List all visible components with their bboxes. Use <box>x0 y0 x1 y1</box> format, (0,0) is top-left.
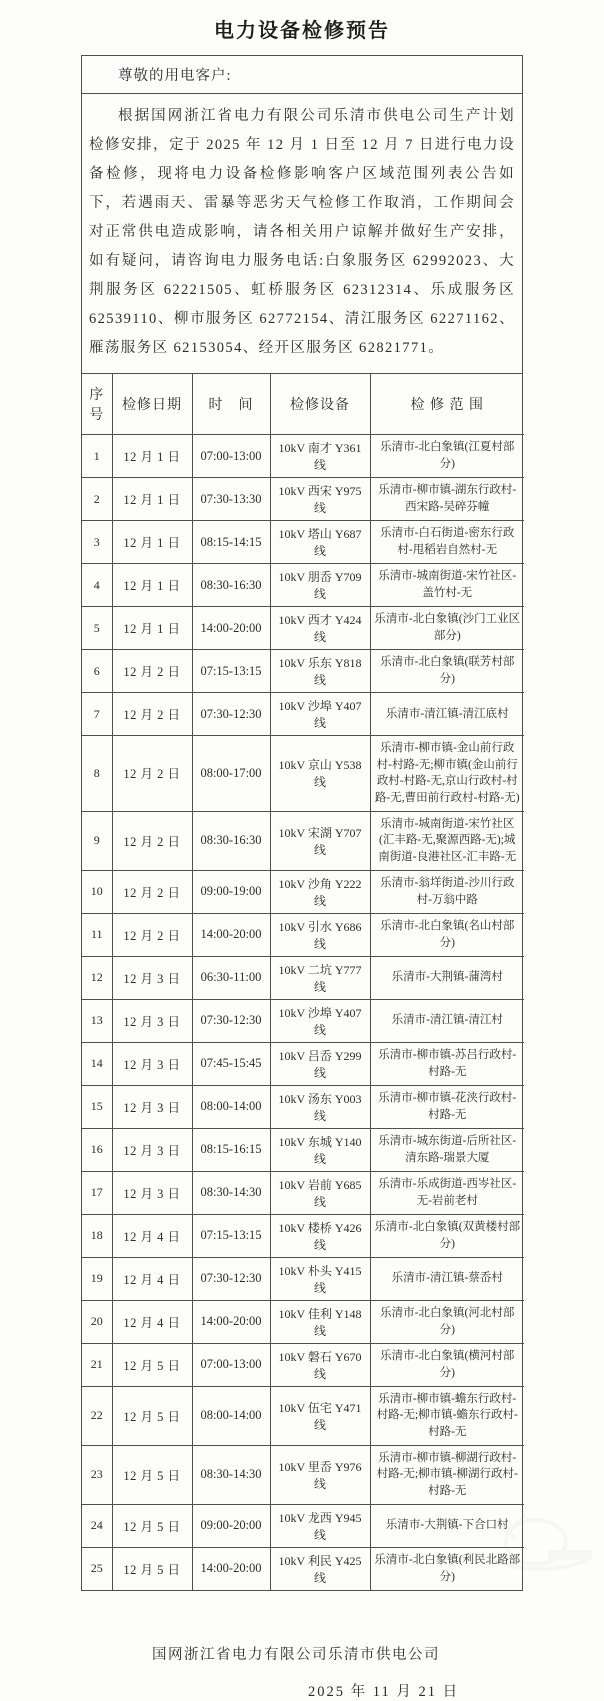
cell-date: 12 月 2 日 <box>112 736 192 812</box>
footer-company: 国网浙江省电力有限公司乐清市供电公司 <box>152 1646 440 1663</box>
column-header: 时 间 <box>192 374 270 435</box>
cell-device: 10kV 佳利 Y148 线 <box>270 1300 370 1343</box>
table-row <box>82 1547 524 1590</box>
cell-no: 10 <box>82 870 112 913</box>
cell-no: 5 <box>82 607 112 650</box>
cell-no: 22 <box>82 1386 112 1445</box>
notice-box <box>81 55 523 1591</box>
table-header-row <box>82 374 524 435</box>
cell-range: 乐清市-清江镇-蔡岙村 <box>370 1257 524 1300</box>
cell-time: 07:30-12:30 <box>192 1257 270 1300</box>
cell-range: 乐清市-北白象镇(河北村部分) <box>370 1300 524 1343</box>
cell-time: 06:30-11:00 <box>192 956 270 999</box>
cell-range: 乐清市-柳市镇-柳湖行政村-村路-无;柳市镇-柳湖行政村-村路-无 <box>370 1445 524 1504</box>
page-title: 电力设备检修预告 <box>214 20 390 42</box>
cell-device: 10kV 沙角 Y222 线 <box>270 870 370 913</box>
cell-no: 12 <box>82 956 112 999</box>
cell-no: 1 <box>82 435 112 478</box>
cell-date: 12 月 2 日 <box>112 693 192 736</box>
cell-date: 12 月 3 日 <box>112 999 192 1042</box>
cell-no: 13 <box>82 999 112 1042</box>
cell-no: 18 <box>82 1214 112 1257</box>
cell-no: 6 <box>82 650 112 693</box>
cell-device: 10kV 西才 Y424 线 <box>270 607 370 650</box>
cell-date: 12 月 2 日 <box>112 870 192 913</box>
cell-range: 乐清市-城南街道-宋竹社区-盖竹村-无 <box>370 564 524 607</box>
cell-range: 乐清市-北白象镇(横河村部分) <box>370 1343 524 1386</box>
cell-time: 14:00-20:00 <box>192 1547 270 1590</box>
cell-date: 12 月 1 日 <box>112 478 192 521</box>
cell-device: 10kV 伍宅 Y471 线 <box>270 1386 370 1445</box>
table-row <box>82 1128 524 1171</box>
cell-time: 08:15-16:15 <box>192 1128 270 1171</box>
cell-range: 乐清市-北白象镇(江夏村部分) <box>370 435 524 478</box>
cell-device: 10kV 利民 Y425 线 <box>270 1547 370 1590</box>
cell-no: 16 <box>82 1128 112 1171</box>
table-row <box>82 521 524 564</box>
cell-device: 10kV 南才 Y361 线 <box>270 435 370 478</box>
cell-no: 25 <box>82 1547 112 1590</box>
cell-no: 19 <box>82 1257 112 1300</box>
cell-time: 09:00-20:00 <box>192 1504 270 1547</box>
cell-date: 12 月 5 日 <box>112 1504 192 1547</box>
cell-range: 乐清市-大荆镇-蒲湾村 <box>370 956 524 999</box>
cell-device: 10kV 二坑 Y777 线 <box>270 956 370 999</box>
cell-date: 12 月 3 日 <box>112 956 192 999</box>
table-row <box>82 1171 524 1214</box>
footer-date: 2025 年 11 月 21 日 <box>308 1683 460 1700</box>
cell-range: 乐清市-清江镇-清江村 <box>370 999 524 1042</box>
cell-time: 14:00-20:00 <box>192 1300 270 1343</box>
cell-date: 12 月 4 日 <box>112 1257 192 1300</box>
cell-device: 10kV 东城 Y140 线 <box>270 1128 370 1171</box>
cell-time: 14:00-20:00 <box>192 913 270 956</box>
cell-time: 14:00-20:00 <box>192 607 270 650</box>
cell-time: 08:30-16:30 <box>192 811 270 870</box>
cell-range: 乐清市-北白象镇(利民北路部分) <box>370 1547 524 1590</box>
cell-time: 07:45-15:45 <box>192 1042 270 1085</box>
table-body <box>82 435 524 1590</box>
cell-device: 10kV 龙西 Y945 线 <box>270 1504 370 1547</box>
cell-range: 乐清市-城南街道-宋竹社区(汇丰路-无,聚源西路-无);城南街道-良港社区-汇丰路-无 <box>370 811 524 870</box>
cell-date: 12 月 1 日 <box>112 564 192 607</box>
cell-time: 07:00-13:00 <box>192 435 270 478</box>
cell-device: 10kV 乐东 Y818 线 <box>270 650 370 693</box>
cell-no: 7 <box>82 693 112 736</box>
greeting: 尊敬的用电客户: <box>82 56 522 94</box>
cell-range: 乐清市-城东街道-后所社区-清东路-瑞景大厦 <box>370 1128 524 1171</box>
table-row <box>82 811 524 870</box>
table-row <box>82 956 524 999</box>
cell-date: 12 月 3 日 <box>112 1042 192 1085</box>
cell-device: 10kV 引水 Y686 线 <box>270 913 370 956</box>
column-header: 检修日期 <box>112 374 192 435</box>
cell-no: 2 <box>82 478 112 521</box>
cell-range: 乐清市-北白象镇(双黄楼村部分) <box>370 1214 524 1257</box>
table-row <box>82 693 524 736</box>
cell-device: 10kV 沙埠 Y407 线 <box>270 693 370 736</box>
cell-device: 10kV 沙埠 Y407 线 <box>270 999 370 1042</box>
cell-no: 17 <box>82 1171 112 1214</box>
table-row <box>82 564 524 607</box>
cell-date: 12 月 5 日 <box>112 1386 192 1445</box>
cell-time: 08:00-14:00 <box>192 1386 270 1445</box>
table-row <box>82 1343 524 1386</box>
cell-date: 12 月 1 日 <box>112 607 192 650</box>
cell-device: 10kV 京山 Y538 线 <box>270 736 370 812</box>
table-row <box>82 478 524 521</box>
cell-time: 08:30-14:30 <box>192 1445 270 1504</box>
cell-device: 10kV 汤东 Y003 线 <box>270 1085 370 1128</box>
cell-range: 乐清市-柳市镇-花浃行政村-村路-无 <box>370 1085 524 1128</box>
cell-range: 乐清市-柳市镇-苏吕行政村-村路-无 <box>370 1042 524 1085</box>
table-row <box>82 1504 524 1547</box>
cell-time: 08:00-17:00 <box>192 736 270 812</box>
cell-time: 07:15-13:15 <box>192 650 270 693</box>
table-row <box>82 650 524 693</box>
table-row <box>82 1085 524 1128</box>
table-row <box>82 1300 524 1343</box>
cell-time: 08:30-16:30 <box>192 564 270 607</box>
cell-device: 10kV 岩前 Y685 线 <box>270 1171 370 1214</box>
cell-range: 乐清市-柳市镇-蟾东行政村-村路-无;柳市镇-蟾东行政村-村路-无 <box>370 1386 524 1445</box>
table-row <box>82 1214 524 1257</box>
cell-date: 12 月 1 日 <box>112 435 192 478</box>
cell-device: 10kV 里岙 Y976 线 <box>270 1445 370 1504</box>
cell-no: 14 <box>82 1042 112 1085</box>
cell-date: 12 月 5 日 <box>112 1445 192 1504</box>
cell-device: 10kV 磐石 Y670 线 <box>270 1343 370 1386</box>
cell-time: 07:00-13:00 <box>192 1343 270 1386</box>
cell-device: 10kV 朋岙 Y709 线 <box>270 564 370 607</box>
cell-time: 09:00-19:00 <box>192 870 270 913</box>
cell-date: 12 月 5 日 <box>112 1343 192 1386</box>
cell-range: 乐清市-柳市镇-金山前行政村-村路-无;柳市镇(金山前行政村-村路-无,京山行政村-村路-无,曹田前行政村-村路-无) <box>370 736 524 812</box>
table-row <box>82 607 524 650</box>
maintenance-schedule-table <box>82 374 524 1590</box>
cell-time: 07:30-13:30 <box>192 478 270 521</box>
cell-device: 10kV 塔山 Y687 线 <box>270 521 370 564</box>
cell-range: 乐清市-北白象镇(名山村部分) <box>370 913 524 956</box>
cell-device: 10kV 宋湖 Y707 线 <box>270 811 370 870</box>
cell-date: 12 月 4 日 <box>112 1214 192 1257</box>
cell-device: 10kV 西宋 Y975 线 <box>270 478 370 521</box>
cell-range: 乐清市-白石街道-密东行政村-甩稻岩自然村-无 <box>370 521 524 564</box>
cell-date: 12 月 5 日 <box>112 1547 192 1590</box>
cell-no: 21 <box>82 1343 112 1386</box>
cell-date: 12 月 4 日 <box>112 1300 192 1343</box>
cell-date: 12 月 2 日 <box>112 811 192 870</box>
table-row <box>82 435 524 478</box>
table-row <box>82 999 524 1042</box>
cell-no: 8 <box>82 736 112 812</box>
cell-date: 12 月 2 日 <box>112 913 192 956</box>
cell-time: 08:15-14:15 <box>192 521 270 564</box>
table-row <box>82 1257 524 1300</box>
intro-section <box>82 94 522 374</box>
cell-no: 24 <box>82 1504 112 1547</box>
cell-no: 11 <box>82 913 112 956</box>
cell-no: 9 <box>82 811 112 870</box>
cell-range: 乐清市-清江镇-清江底村 <box>370 693 524 736</box>
cell-no: 15 <box>82 1085 112 1128</box>
cell-time: 07:30-12:30 <box>192 999 270 1042</box>
table-row <box>82 1386 524 1445</box>
intro-paragraph: 根据国网浙江省电力有限公司乐清市供电公司生产计划检修安排，定于 2025 年 12 月 1 日至 12 月 7 日进行电力设备检修，现将电力设备检修影响客户区域范围列表公告如下，若遇雨天、雷暴等恶劣天气检修工作取消，工作期间会对正常供电造成影响，请各相关用户谅解并做好生产安排，如有疑问，请咨询电力服务电话:白象服务区 62992023、大荆服务区 62221505、虹桥服务区 62312314、乐成服务区 62539110、柳市服务区 62772154、清江服务区 62271162、雁荡服务区 62153054、经开区服务区 62821771。 <box>89 108 515 356</box>
cell-time: 07:15-13:15 <box>192 1214 270 1257</box>
cell-no: 20 <box>82 1300 112 1343</box>
cell-range: 乐清市-大荆镇-下合口村 <box>370 1504 524 1547</box>
table-row <box>82 1042 524 1085</box>
column-header: 检修设备 <box>270 374 370 435</box>
cell-time: 07:30-12:30 <box>192 693 270 736</box>
cell-date: 12 月 3 日 <box>112 1128 192 1171</box>
column-header: 序号 <box>82 374 112 435</box>
cell-range: 乐清市-柳市镇-湖东行政村-西宋路-吴碎芬幢 <box>370 478 524 521</box>
table-row <box>82 870 524 913</box>
cell-device: 10kV 朴头 Y415 线 <box>270 1257 370 1300</box>
table-row <box>82 913 524 956</box>
cell-date: 12 月 3 日 <box>112 1171 192 1214</box>
cell-no: 23 <box>82 1445 112 1504</box>
cell-device: 10kV 吕岙 Y299 线 <box>270 1042 370 1085</box>
cell-range: 乐清市-北白象镇(沙门工业区部分) <box>370 607 524 650</box>
cell-range: 乐清市-翁垟街道-沙川行政村-万翁中路 <box>370 870 524 913</box>
table-row <box>82 1445 524 1504</box>
cell-date: 12 月 1 日 <box>112 521 192 564</box>
column-header: 检 修 范 围 <box>370 374 524 435</box>
cell-date: 12 月 2 日 <box>112 650 192 693</box>
cell-no: 3 <box>82 521 112 564</box>
cell-no: 4 <box>82 564 112 607</box>
cell-range: 乐清市-乐成街道-西岑社区-无-岩前老村 <box>370 1171 524 1214</box>
cell-time: 08:00-14:00 <box>192 1085 270 1128</box>
footer <box>0 1643 604 1701</box>
table-row <box>82 736 524 812</box>
cell-range: 乐清市-北白象镇(联芳村部分) <box>370 650 524 693</box>
cell-time: 08:30-14:30 <box>192 1171 270 1214</box>
cell-device: 10kV 楼桥 Y426 线 <box>270 1214 370 1257</box>
cell-date: 12 月 3 日 <box>112 1085 192 1128</box>
